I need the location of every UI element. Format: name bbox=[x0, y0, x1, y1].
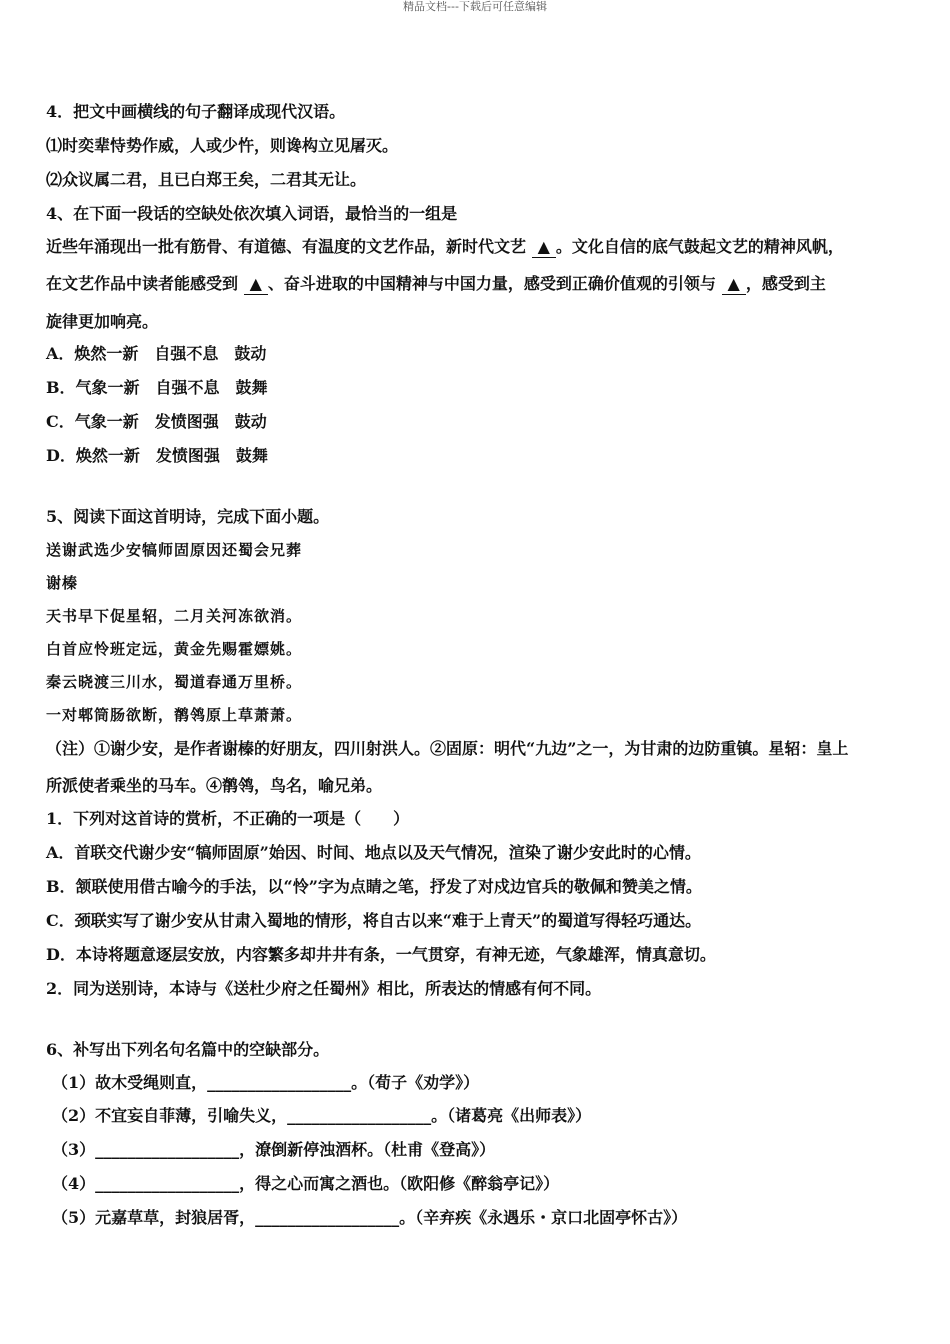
q4-translate-sentence-1: ⑴时奕辈恃势作威，人或少忤，则谗构立见屠灭。 bbox=[46, 136, 399, 155]
q4-translate-title: 4．把文中画横线的句子翻译成现代汉语。 bbox=[46, 102, 346, 121]
q5-sub1-option-d: D．本诗将题意逐层安放，内容繁多却井井有条，一气贯穿，有神无迹，气象雄浑，情真意切。 bbox=[46, 945, 716, 964]
q5-sub1-option-c: C．颈联实写了谢少安从甘肃入蜀地的情形，将自古以来“难于上青天”的蜀道写得轻巧通达。 bbox=[46, 911, 702, 930]
q6-blank: __________________ bbox=[207, 1073, 352, 1092]
q5-sub1-option-a: A．首联交代谢少安“犒师固原”始因、时间、地点以及天气情况，渲染了谢少安此时的心情。 bbox=[46, 843, 701, 862]
q4-option-c: C．气象一新 发愤图强 鼓动 bbox=[46, 412, 267, 431]
poem-note-line-2: 所派使者乘坐的马车。④鹡鸰，鸟名，喻兄弟。 bbox=[46, 776, 383, 795]
q6-blank: __________________ bbox=[255, 1208, 400, 1227]
q4-option-a: A．焕然一新 自强不息 鼓动 bbox=[46, 344, 267, 363]
q4-translate-sentence-2: ⑵众议属二君，且已白郑王矣，二君其无让。 bbox=[46, 170, 367, 189]
q6-title: 6、补写出下列名句名篇中的空缺部分。 bbox=[46, 1040, 330, 1059]
q5-sub1-option-b: B．颔联使用借古喻今的手法，以“怜”字为点睛之笔，抒发了对戍边官兵的敬佩和赞美之情。 bbox=[46, 877, 702, 896]
page-header: 精品文档---下载后可任意编辑 bbox=[403, 0, 547, 13]
q6-item-prefix: （2）不宜妄自菲薄，引喻失义， bbox=[52, 1106, 288, 1125]
q6-item-1 bbox=[52, 1073, 479, 1093]
poem-title: 送谢武选少安犒师固原因还蜀会兄葬 bbox=[46, 541, 303, 559]
poem-line-3: 秦云晓渡三川水，蜀道春通万里桥。 bbox=[46, 673, 303, 691]
q6-item-suffix: 。（荀子《劝学》） bbox=[351, 1073, 480, 1092]
q4-fill-text: 。文化自信的底气鼓起文艺的精神风帆， bbox=[555, 237, 844, 256]
q6-item-prefix: （3） bbox=[52, 1140, 96, 1159]
q6-blank: __________________ bbox=[287, 1106, 432, 1125]
q6-item-prefix: （1）故木受绳则直， bbox=[52, 1073, 208, 1092]
q6-item-4 bbox=[52, 1174, 559, 1194]
q6-item-2 bbox=[52, 1106, 591, 1126]
q4-fill-paragraph-line-3: 旋律更加响亮。 bbox=[46, 312, 159, 331]
poem-line-4: 一对郫筒肠欲断，鹡鸰原上草萧萧。 bbox=[46, 706, 303, 724]
q6-item-suffix: ，得之心而寓之酒也。（欧阳修《醉翁亭记》） bbox=[239, 1174, 560, 1193]
q4-option-b: B．气象一新 自强不息 鼓舞 bbox=[46, 378, 268, 397]
q4-option-d: D．焕然一新 发愤图强 鼓舞 bbox=[46, 446, 268, 465]
q5-sub1-question: 1．下列对这首诗的赏析，不正确的一项是（ ） bbox=[46, 809, 410, 828]
q6-item-3 bbox=[52, 1140, 495, 1160]
q4-fill-text: 、奋斗进取的中国精神与中国力量，感受到正确价值观的引领与 bbox=[267, 274, 716, 293]
q6-blank: __________________ bbox=[95, 1140, 240, 1159]
q6-item-5 bbox=[52, 1208, 687, 1228]
q6-item-prefix: （5）元嘉草草，封狼居胥， bbox=[52, 1208, 256, 1227]
q5-title: 5、阅读下面这首明诗，完成下面小题。 bbox=[46, 507, 330, 526]
poem-note-line-1: （注）①谢少安，是作者谢榛的好朋友，四川射洪人。②固原：明代“九边”之一，为甘肃的边防重镇。星轺：皇上 bbox=[46, 739, 849, 758]
q6-item-suffix: ，潦倒新停浊酒杯。（杜甫《登高》） bbox=[239, 1140, 496, 1159]
q6-item-prefix: （4） bbox=[52, 1174, 96, 1193]
q6-blank: __________________ bbox=[95, 1174, 240, 1193]
q4-fill-text: ，感受到主 bbox=[745, 274, 826, 293]
q4-fill-text: 近些年涌现出一批有筋骨、有道德、有温度的文艺作品，新时代文艺 bbox=[46, 237, 527, 256]
q4-fill-text: 在文艺作品中读者能感受到 bbox=[46, 274, 239, 293]
q6-item-suffix: 。（辛弃疾《永遇乐・京口北固亭怀古》） bbox=[399, 1208, 688, 1227]
poem-author: 谢榛 bbox=[46, 574, 79, 592]
q5-sub2-question: 2．同为送别诗，本诗与《送杜少府之任蜀州》相比，所表达的情感有何不同。 bbox=[46, 979, 602, 998]
blank-marker-1: ▲ bbox=[532, 237, 556, 258]
poem-line-2: 白首应怜班定远，黄金先赐霍嫖姚。 bbox=[46, 640, 303, 658]
blank-marker-2: ▲ bbox=[244, 274, 268, 295]
blank-marker-3: ▲ bbox=[722, 274, 746, 295]
q6-item-suffix: 。（诸葛亮《出师表》） bbox=[431, 1106, 592, 1125]
q4-fill-paragraph-line-1 bbox=[46, 237, 844, 258]
q4-fill-title: 4、在下面一段话的空缺处依次填入词语，最恰当的一组是 bbox=[46, 204, 458, 223]
poem-line-1: 天书早下促星轺，二月关河冻欲消。 bbox=[46, 607, 303, 625]
q4-fill-paragraph-line-2 bbox=[46, 274, 826, 295]
